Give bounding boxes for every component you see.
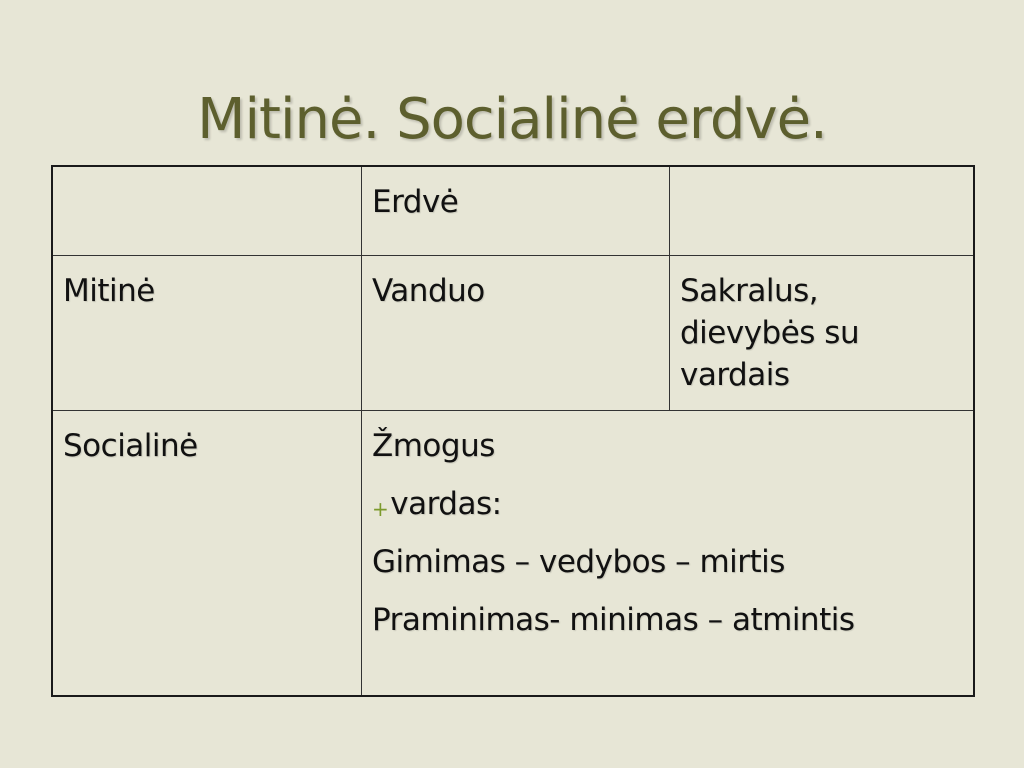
row-label-socialine: Socialinė: [52, 411, 362, 697]
content-table: [51, 165, 975, 697]
cell-sakralus: [670, 256, 975, 411]
plus-bullet-icon: +: [372, 497, 389, 521]
table-header-row: [52, 166, 974, 256]
header-cell-empty-1: [52, 166, 362, 256]
cell-gimimas-line: Gimimas – vedybos – mirtis: [372, 544, 785, 580]
header-cell-erdve: Erdvė: [362, 166, 670, 256]
header-cell-empty-3: [670, 166, 975, 256]
cell-sakralus-line-3: vardais: [680, 357, 790, 393]
cell-vanduo: Vanduo: [362, 256, 670, 411]
table-row-mitine: [52, 256, 974, 411]
row-label-mitine: Mitinė: [52, 256, 362, 411]
cell-zmogus-merged: [362, 411, 975, 697]
cell-sakralus-line-1: Sakralus,: [680, 273, 819, 309]
cell-zmogus-line: Žmogus: [372, 428, 495, 464]
bullet-text-vardas: vardas:: [390, 486, 502, 522]
table-row-socialine: [52, 411, 974, 697]
bullet-item-vardas: [372, 483, 963, 525]
cell-sakralus-line-2: dievybės su: [680, 315, 860, 351]
cell-praminimas-line: Praminimas- minimas – atmintis: [372, 602, 855, 638]
slide-title: Mitinė. Socialinė erdvė.: [197, 87, 827, 152]
